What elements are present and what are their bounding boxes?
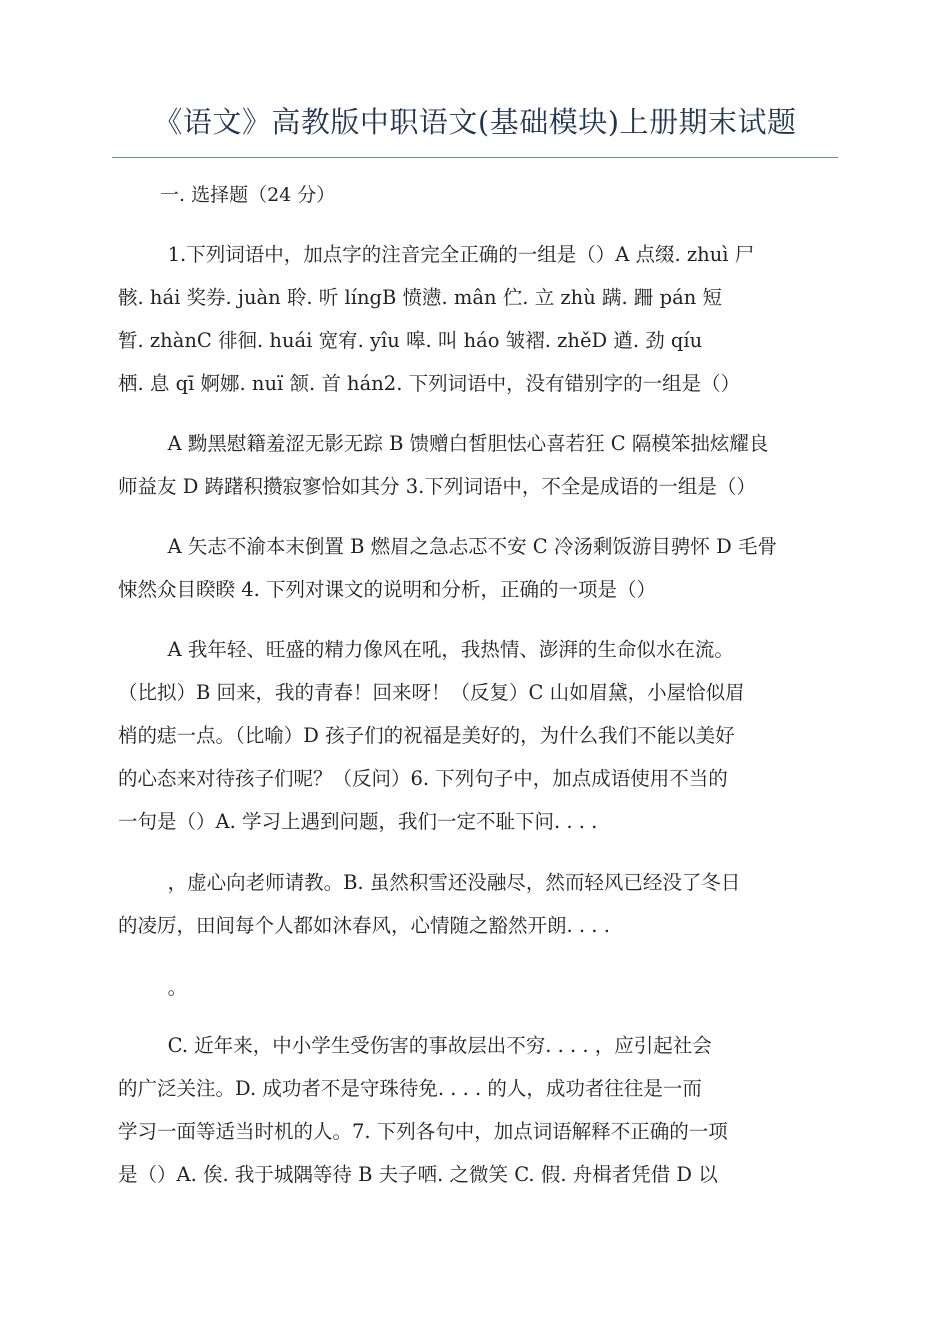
paragraph-question-1 <box>118 233 838 405</box>
paragraph-line: 。 <box>118 976 188 999</box>
paragraph-line: 梢的痣一点。（比喻）D 孩子们的祝福是美好的，为什么我们不能以美好 <box>118 724 735 747</box>
paragraph-line: C. 近年来，中小学生受伤害的事故层出不穷. . . . ，应引起社会 <box>118 1034 712 1057</box>
paragraph-line: 的凌厉，田间每个人都如沐春风，心情随之豁然开朗. . . . <box>118 914 610 937</box>
paragraph-line: A 矢志不渝本末倒置 B 燃眉之急忐忑不安 C 冷汤剩饭游目骋怀 D 毛骨 <box>118 535 777 558</box>
paragraph-line: A 我年轻、旺盛的精力像风在吼，我热情、澎湃的生命似水在流。 <box>118 638 734 661</box>
paragraph-question-6-option-b <box>118 861 838 947</box>
paragraph-line: 一句是（）A. 学习上遇到问题，我们一定不耻下问. . . . <box>118 810 598 833</box>
paragraph-line: 学习一面等适当时机的人。7. 下列各句中，加点词语解释不正确的一项 <box>118 1120 728 1143</box>
paragraph-line: 暂. zhànC 徘徊. huái 宽宥. yîu 嗥. 叫 háo 皱褶. zhěD 遒. 劲 qíu <box>118 329 703 352</box>
paragraph-period <box>118 966 838 1009</box>
paragraph-line: 骸. hái 奖券. juàn 聆. 听 língB 愤懑. mân 伫. 立 zhù 蹒. 跚 pán 短 <box>118 286 722 309</box>
paragraph-line: 栖. 息 qī 婀娜. nuï 颔. 首 hán2. 下列词语中，没有错别字的一组是（） <box>118 372 741 395</box>
paragraph-question-7 <box>118 1024 838 1196</box>
paragraph-line: A 黝黑慰籍羞涩无影无踪 B 馈赠白皙胆怯心喜若狂 C 隔模笨拙炫耀良 <box>118 432 769 455</box>
paragraph-line: 的广泛关注。D. 成功者不是守珠待免. . . . 的人，成功者往往是一而 <box>118 1077 702 1100</box>
paragraph-line: ，虚心向老师请教。B. 虽然积雪还没融尽，然而轻风已经没了冬日 <box>118 871 741 894</box>
paragraph-line: 师益友 D 踌躇积攒寂寥恰如其分 3.下列词语中，不全是成语的一组是（） <box>118 475 756 498</box>
paragraph-question-4-options <box>118 628 838 843</box>
paragraph-question-2-options <box>118 422 838 508</box>
paragraph-line: （比拟）B 回来，我的青春！回来呀！（反复）C 山如眉黛，小屋恰似眉 <box>118 681 745 704</box>
paragraph-line: 的心态来对待孩子们呢？（反问）6. 下列句子中，加点成语使用不当的 <box>118 767 728 790</box>
section-heading: 一. 选择题（24 分） <box>160 184 336 206</box>
paragraph-line: 1.下列词语中，加点字的注音完全正确的一组是（）A 点缀. zhuì 尸 <box>118 243 755 266</box>
paragraph-line: 悚然众目睽睽 4. 下列对课文的说明和分析，正确的一项是（） <box>118 578 657 601</box>
title-underline <box>112 157 838 158</box>
document-title: 《语文》高教版中职语文(基础模块)上册期末试题 <box>153 105 797 139</box>
paragraph-line: 是（）A. 俟. 我于城隅等待 B 夫子哂. 之微笑 C. 假. 舟楫者凭借 D 以 <box>118 1163 718 1186</box>
paragraph-question-3-options <box>118 525 838 611</box>
